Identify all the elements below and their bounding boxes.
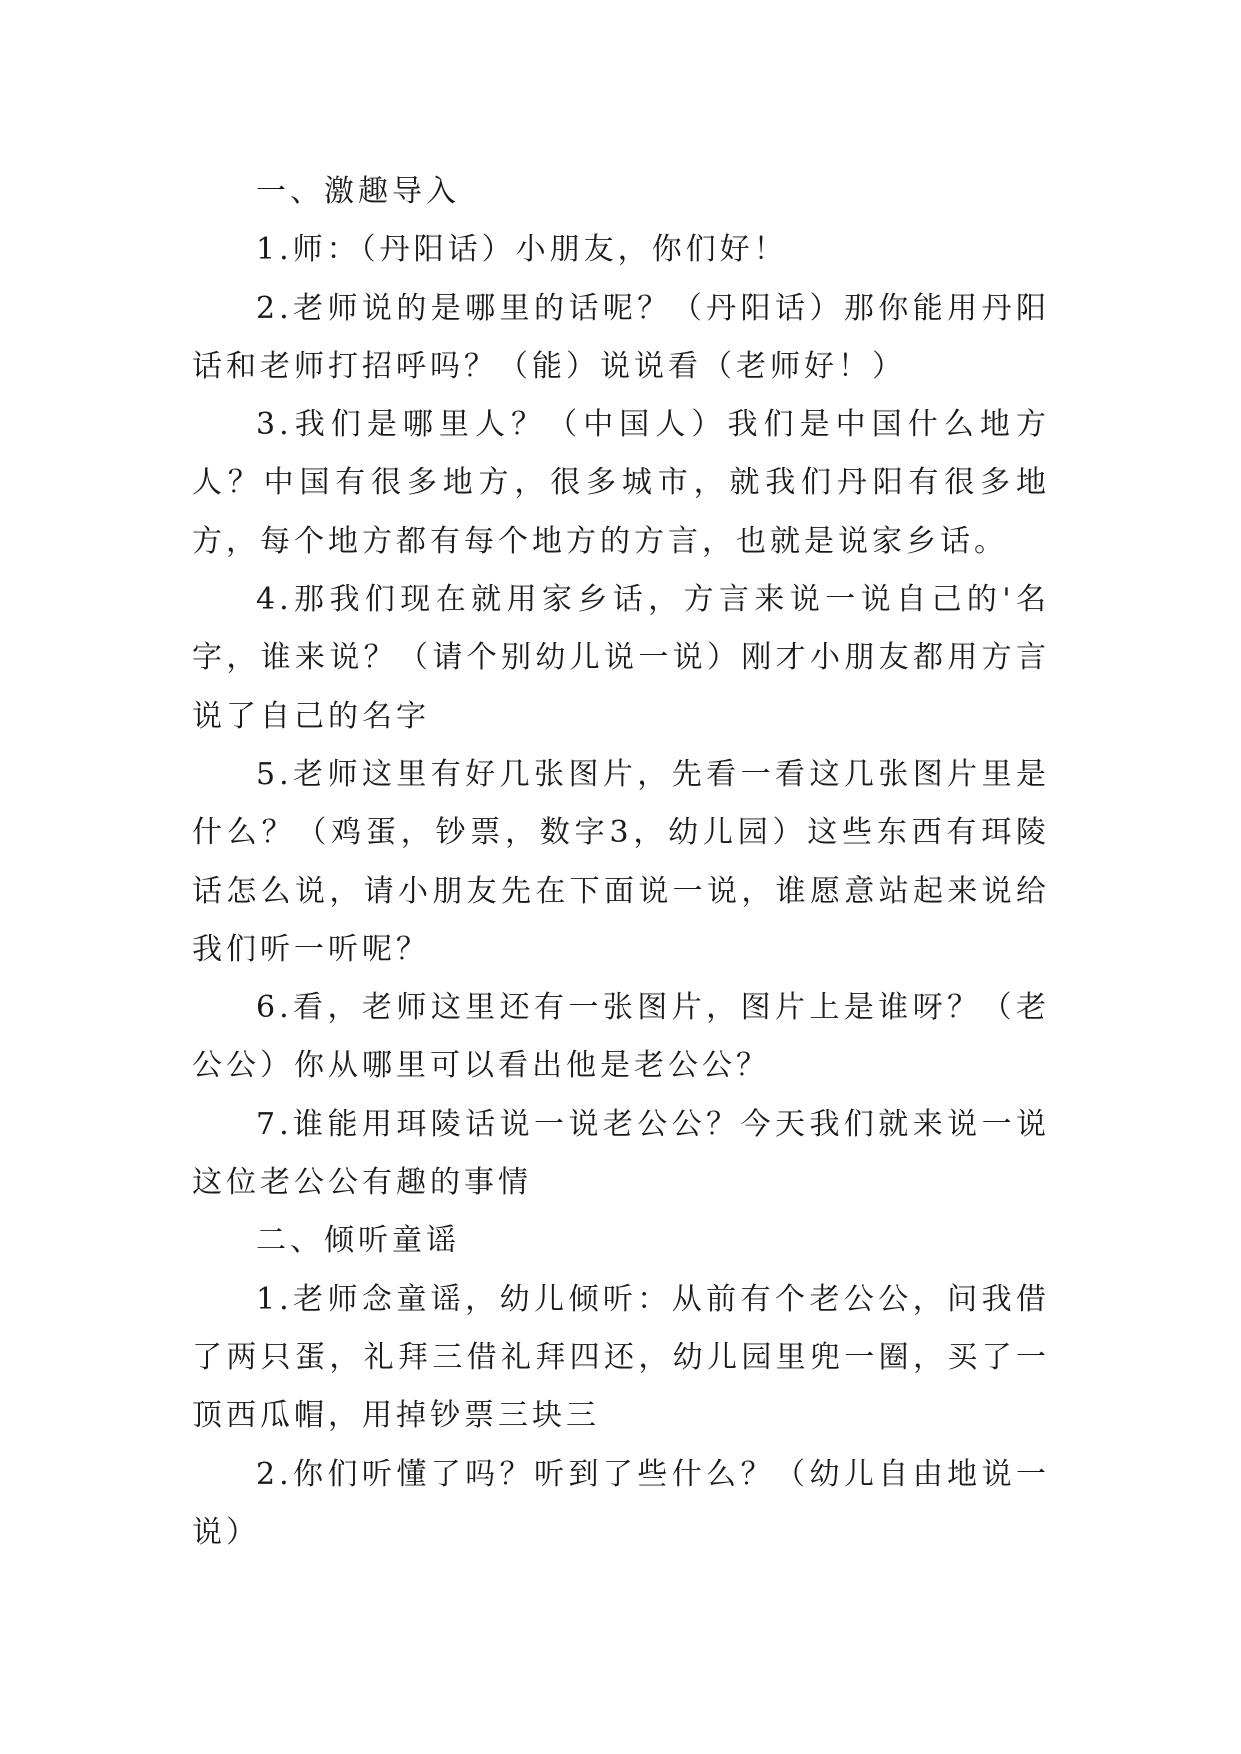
- paragraph: 1.师：（丹阳话）小朋友，你们好！: [256, 232, 788, 268]
- paragraph: 5.老师这里有好几张图片，先看一看这几张图片里是什么？（鸡蛋，钞票，数字3，幼儿园）这些东西有珥陵话怎么说，请小朋友先在下面说一说，谁愿意站起来说给我们听一听呢？: [192, 756, 1050, 967]
- section-heading-listen: 二、倾听童谣: [256, 1223, 460, 1259]
- document-body: [192, 163, 1050, 1562]
- paragraph: 7.谁能用珥陵话说一说老公公？今天我们就来说一说这位老公公有趣的事情: [192, 1106, 1050, 1201]
- paragraph: 3.我们是哪里人？（中国人）我们是中国什么地方人？中国有很多地方，很多城市，就我们丹阳有很多地方，每个地方都有每个地方的方言，也就是说家乡话。: [192, 407, 1050, 559]
- paragraph: 6.看，老师这里还有一张图片，图片上是谁呀？（老公公）你从哪里可以看出他是老公公？: [192, 990, 1050, 1084]
- paragraph: 2.你们听懂了吗？听到了些什么？（幼儿自由地说一说）: [192, 1456, 1050, 1550]
- paragraph: 4.那我们现在就用家乡话，方言来说一说自己的'名字，谁来说？（请个别幼儿说一说）刚才小朋友都用方言说了自己的名字: [192, 582, 1050, 734]
- paragraph: 2.老师说的是哪里的话呢？（丹阳话）那你能用丹阳话和老师打招呼吗？（能）说说看（老师好！）: [192, 290, 1050, 384]
- section-heading-intro: 一、激趣导入: [256, 174, 460, 209]
- paragraph: 1.老师念童谣，幼儿倾听：从前有个老公公，问我借了两只蛋，礼拜三借礼拜四还，幼儿园里兜一圈，买了一顶西瓜帽，用掉钞票三块三: [192, 1281, 1050, 1434]
